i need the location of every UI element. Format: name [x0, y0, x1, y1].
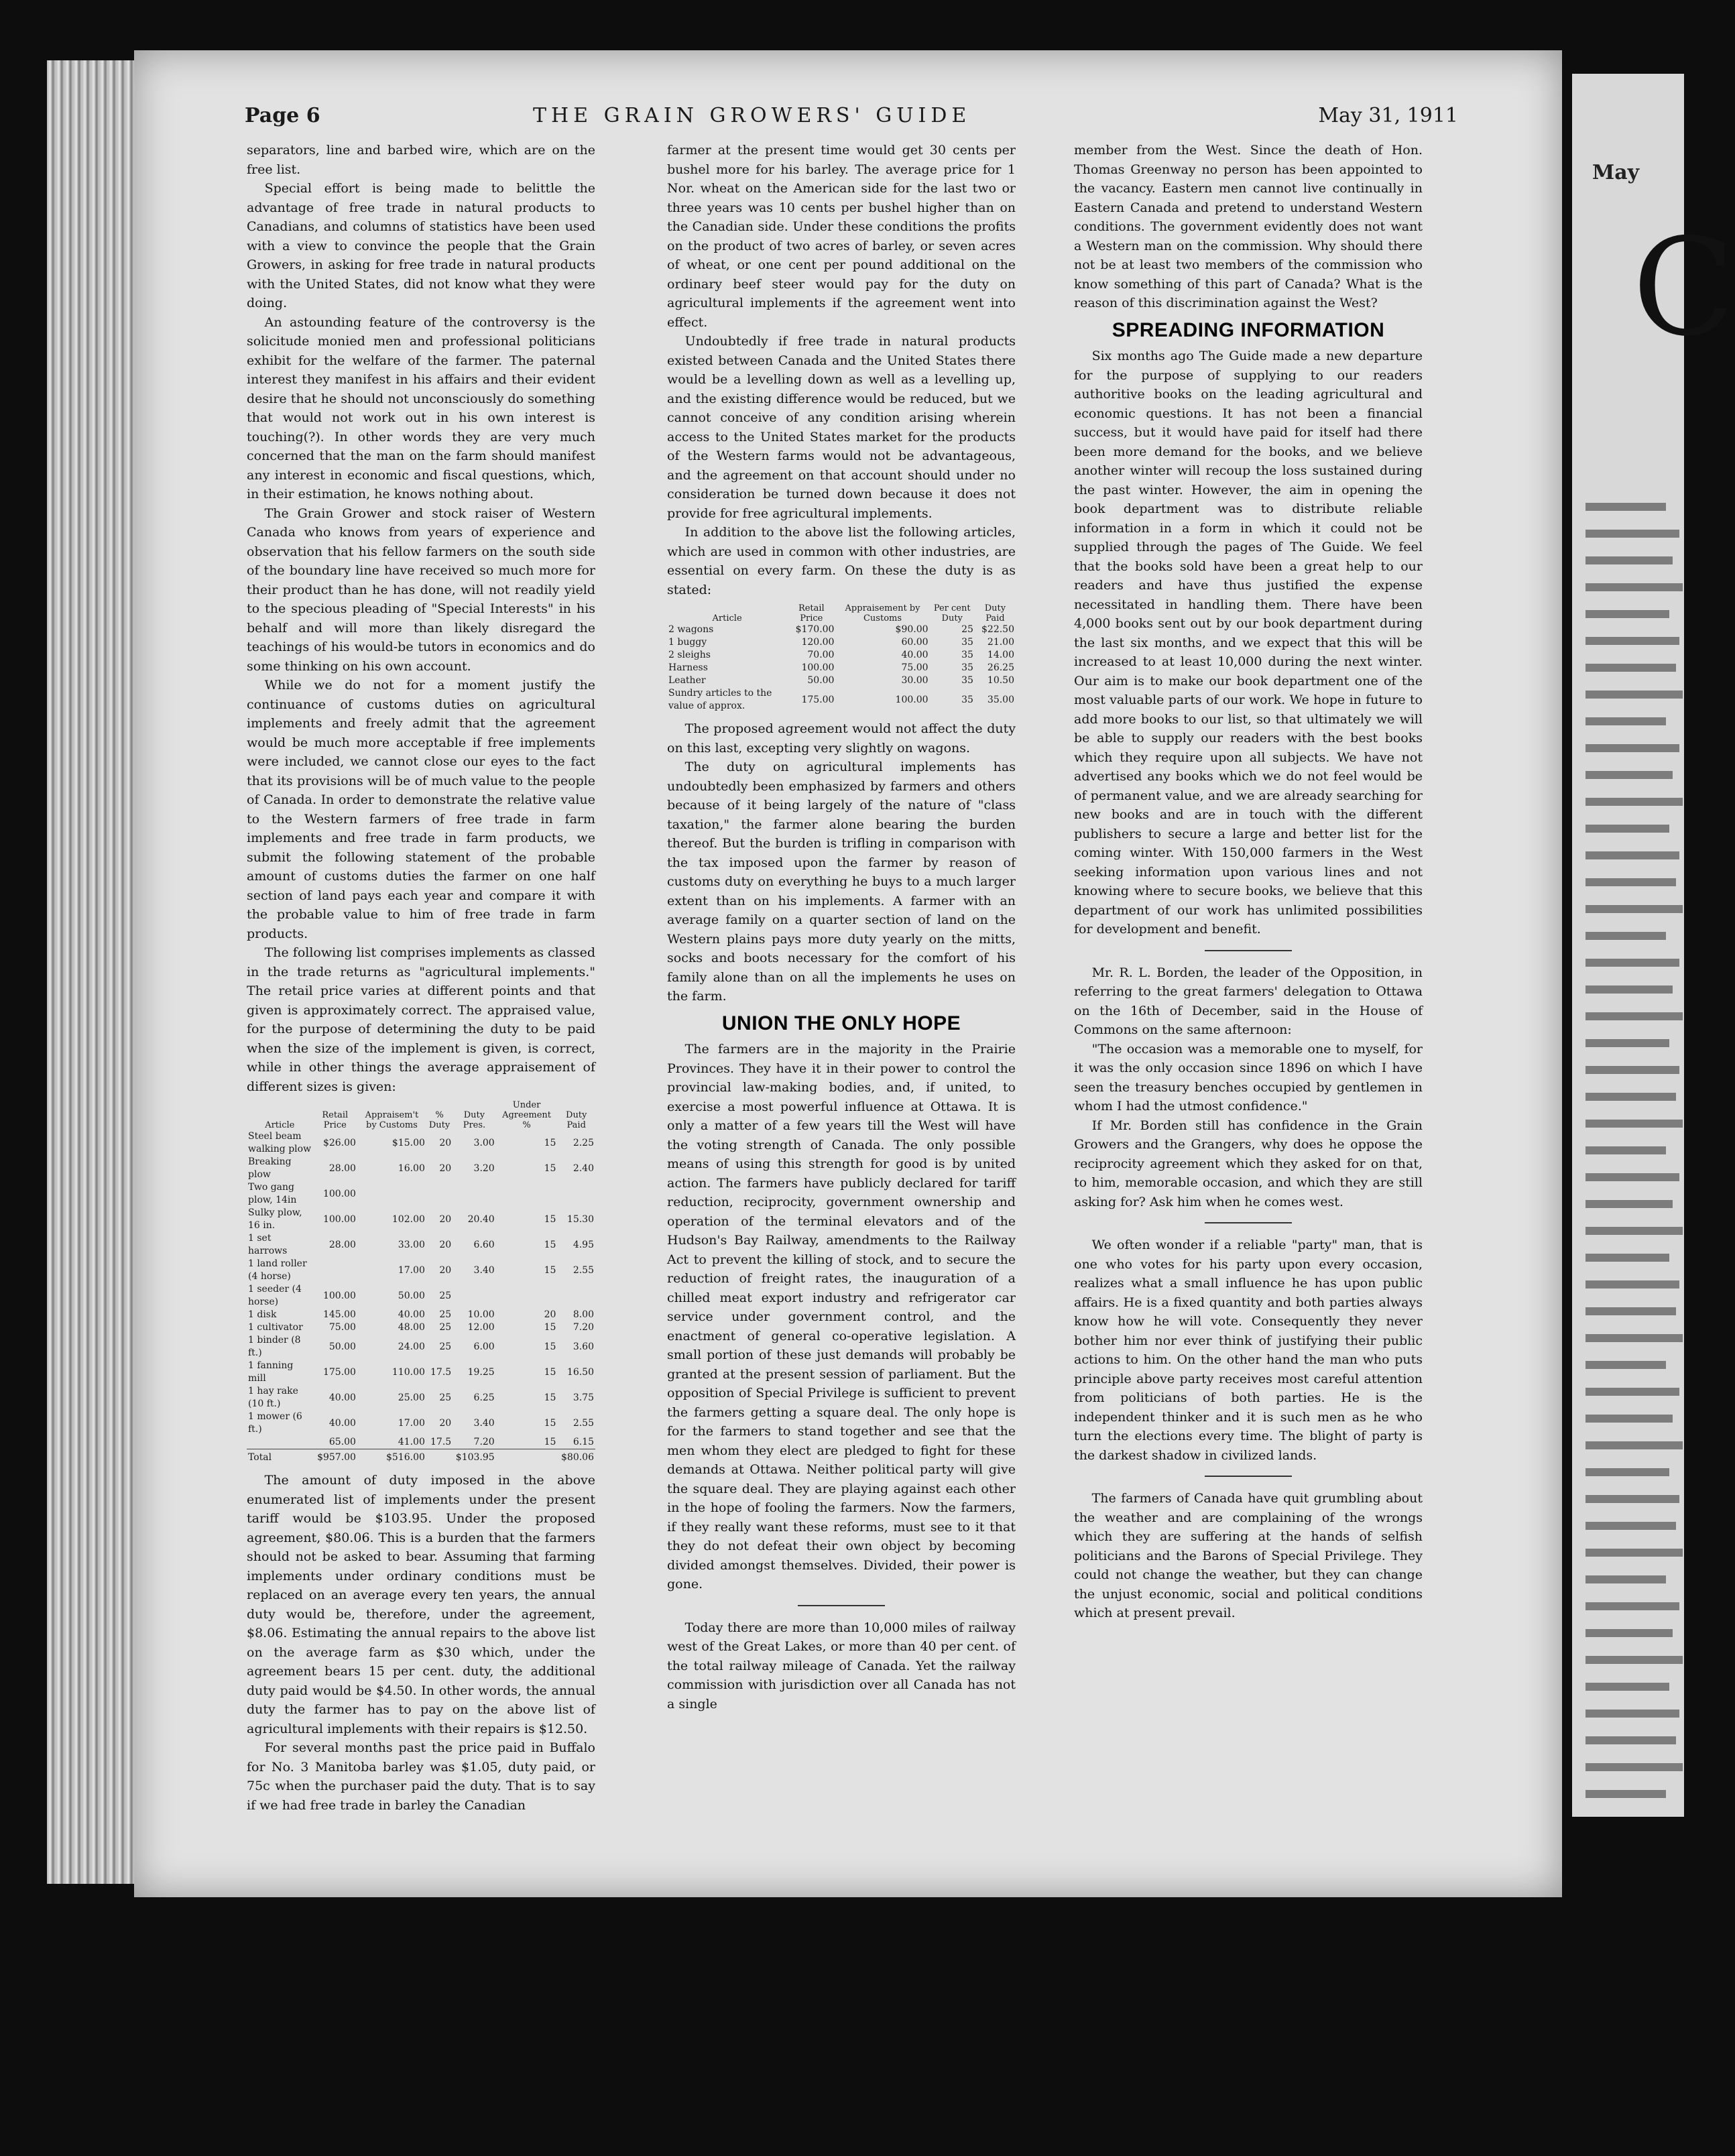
column-2: [667, 141, 1016, 1714]
table-header: Article: [712, 613, 742, 623]
table-row: Leather 50.00 30.00 35 10.50: [668, 675, 1014, 686]
page-edges: [47, 60, 147, 1884]
table-row: 1 buggy 120.00 60.00 35 21.00: [668, 637, 1014, 648]
paragraph: An astounding feature of the controversy is the solicitude monied men and professional politicians exhibit for the welfare of the farmer. The paternal interest they manifest in his affairs and their evident desire that he should not unconsciously do something that would not work out in his own interest is touching(?). In other words they are very much concerned that the man on the farm should manifest any interest in economic and fiscal questions, which, in their estimation, he knows nothing about.: [247, 314, 595, 501]
paragraph: The farmers are in the majority in the Prairie Provinces. They have it in their power to control the provincial law-making bodies, and, if united, to exercise a most powerful influence at Ottawa. It is only a matter of a few years till the West will have the voting strength of Canada. The only possible means of using this strength for good is by united action. The farmers have publicly declared for tariff reduction, reciprocity, government ownership and operation of the terminal elevators and of the Hudson's Bay Railway, amendments to the Railway Act to prevent the killing of stock, and to secure the reduction of freight rates, the inauguration of a chilled meat export industry and refrigerator car service under government control, and the enactment of general co-operative legislation. A small portion of these just demands will probably be granted at the present session of parliament. But the opposition of Special Privilege is sufficient to prevent the farmers getting a square deal. The only hope is for the farmers to stand together and see that the men whom they elect are pledged to fight for these demands at Ottawa. Neither political party will give the square deal. They are playing against each other in the hope of fooling the farmers. Now the farmers, if they really want these reforms, must see to it that they do not defeat their own object by becoming divided amongst themselves. Divided, their power is gone.: [667, 1042, 1016, 1592]
divider: [798, 1605, 885, 1606]
table-row: 1 seeder (4 horse) 100.00 50.00 25: [248, 1284, 452, 1307]
paragraph: If Mr. Borden still has confidence in the Grain Growers and the Grangers, why does he oppose the reciprocity agreement which they asked for on that, to him, memorable occasion, and which they are still asking for? Ask him when he comes west.: [1074, 1118, 1423, 1209]
table-header: Appraisement by Customs: [845, 603, 920, 623]
adjacent-page-initial: C: [1632, 210, 1735, 366]
paragraph: The proposed agreement would not affect the duty on this last, excepting very slightly on wagons.: [667, 721, 1016, 756]
table-row: Two gang plow, 14in 100.00: [248, 1182, 356, 1205]
paragraph: Today there are more than 10,000 miles of railway west of the Great Lakes, or more than 40 per cent. of the total railway mileage of Canada. Yet the railway commission with jurisdiction over all Canada has not a single: [667, 1620, 1016, 1712]
common-articles-duty-table: [667, 603, 1016, 713]
paragraph: While we do not for a moment justify the continuance of customs duties on agricultural implements and freely admit that the agreement would be much more acceptable if free implements were included, we cannot close our eyes to the fact that its provisions will be of much value to the people of Canada. In order to demonstrate the relative value to the Western farmers of free trade in farm implements and free trade in farm products, we submit the following statement of the probable amount of customs duties the farmer on one half section of land pays each year and compare it with the probable value to him of free trade in farm products.: [247, 678, 595, 941]
paragraph: The farmers of Canada have quit grumbling about the weather and are complaining of the wrongs which they are suffering at the hands of selfish politicians and the Barons of Special Privilege. They could not change the weather, but they can change the unjust economic, social and political conditions which at present prevail.: [1074, 1491, 1423, 1620]
editorial-heading-spreading-information: SPREADING INFORMATION: [1112, 318, 1385, 341]
paragraph: Mr. R. L. Borden, the leader of the Opposition, in referring to the great farmers' delegation to Ottawa on the 16th of December, said in the House of Commons on the same afternoon:: [1074, 965, 1423, 1037]
table-header: Duty Paid: [566, 1110, 587, 1130]
table-header: Duty Pres.: [463, 1110, 486, 1130]
table-row: Steel beam walking plow $26.00 $15.00 20 3.00 15 2.25: [248, 1131, 594, 1154]
table-row: Breaking plow 28.00 16.00 20 3.20 15 2.40: [248, 1156, 594, 1180]
table-row: 1 set harrows 28.00 33.00 20 6.60 15 4.95: [248, 1233, 594, 1256]
table-header: Per cent Duty: [933, 603, 971, 623]
divider: [1205, 950, 1292, 951]
table-row: 1 hay rake (10 ft.) 40.00 25.00 25 6.25 15 3.75: [248, 1386, 594, 1409]
table-row: Sundry articles to the value of approx. 175.00 100.00 35 35.00: [668, 688, 1014, 711]
column-3: [1074, 141, 1423, 1623]
table-row: 2 sleighs 70.00 40.00 35 14.00: [668, 650, 1014, 660]
paragraph: Six months ago The Guide made a new departure for the purpose of supplying to our readers authoritive books on the leading agricultural and economic questions. It has not been a financial success, but it would have paid for itself had there been more demand for the books, and we believe another winter will recoup the loss sustained during the past winter. However, the aim in opening the book department was to distribute reliable information in a form in which it could not be supplied through the pages of The Guide. We feel that the books sold have been a great help to our readers and have thus justified the expense necessitated in handling them. There have been 4,000 books sent out by our book department during the last six months, and we expect that this will be increased to at least 10,000 during the next winter. Our aim is to make our book department one of the most valuable parts of our work. We hope in future to add more books to our list, so that ultimately we will be able to supply our readers with the best books which they require upon all subjects. We have not advertised any books which we do not feel would be of permanent value, and we are already searching for new books and are in touch with the different publishers to secure a large and better list for the coming winter. With 150,000 farmers in the West seeking information upon various lines and not knowing where to secure books, we believe that this department of our work has unlimited possibilities for development and benefit.: [1074, 349, 1423, 937]
table-row: 65.00 41.00 17.5 7.20 15 6.15: [328, 1437, 594, 1447]
page-number: Page 6: [245, 104, 320, 127]
table-row: 1 cultivator 75.00 48.00 25 12.00 15 7.20: [248, 1322, 594, 1333]
table-row: 2 wagons $170.00 $90.00 25 $22.50: [668, 624, 1014, 635]
issue-date: May 31, 1911: [1318, 104, 1458, 127]
implements-duty-table: [247, 1100, 595, 1464]
table-header: Retail Price: [322, 1110, 349, 1130]
newspaper-page: [134, 50, 1562, 1897]
paragraph: We often wonder if a reliable "party" man, that is one who votes for his party upon every occasion, realizes what a small influence he has upon public affairs. He is a fixed quantity and both parties always know how he will vote. Consequently they never bother him nor ever think of justifying their public actions to him. On the other hand the man who puts principle above party receives most careful attention from politicians of both parties. He is the independent thinker and it is such men as he who turn the elections every time. The blight of party is the darkest shadow in civilized lands.: [1074, 1238, 1423, 1463]
table-header: Under Agreement %: [502, 1100, 552, 1130]
running-head: [245, 104, 1458, 137]
table-header: Article: [265, 1120, 295, 1130]
paragraph: Special effort is being made to belittle the advantage of free trade in natural products to Canadians, and columns of statistics have been used with a view to convince the people that the Grain Growers, in asking for free trade in natural products with the United States, did not know what they were doing.: [247, 181, 595, 310]
column-1: [247, 141, 595, 1815]
table-row: 1 mower (6 ft.) 40.00 17.00 20 3.40 15 2.55: [248, 1411, 594, 1435]
table-total-row: Total $957.00 $516.00 $103.95 $80.06: [247, 1449, 595, 1465]
paragraph: The following list comprises implements as classed in the trade returns as "agricultural implements." The retail price varies at different points and that given is approximately correct. The appraised value, for the purpose of determining the duty to be paid when the size of the implement is given, is correct, while in other things the average appraisement of different sizes is given:: [247, 945, 595, 1094]
adjacent-page: [1572, 74, 1735, 1817]
paragraph: member from the West. Since the death of Hon. Thomas Greenway no person has been appointed to the vacancy. Eastern men cannot live continually in Eastern Canada and pretend to understand Western conditions. The government evidently does not want a Western man on the commission. Why should there not be at least two members of the commission who know something of this part of Canada? What is the reason of this discrimination against the West?: [1074, 143, 1423, 310]
table-row: 1 fanning mill 175.00 110.00 17.5 19.25 15 16.50: [248, 1360, 594, 1384]
table-header: Duty Paid: [984, 603, 1006, 623]
adjacent-page-header: May: [1592, 161, 1640, 184]
masthead: THE GRAIN GROWERS' GUIDE: [533, 104, 971, 127]
paragraph: The duty on agricultural implements has undoubtedly been emphasized by farmers and others because of it being largely of the nature of "class taxation," the farmer alone bearing the burden thereof. But the burden is trifling in comparison with the tax imposed upon the farmer by reason of customs duty on everything he buys to a much larger extent than on his implements. A farmer with an average family on a quarter section of land on the Western plains pays more duty yearly on the mitts, socks and boots necessary for the comfort of his family alone than on all the implements he uses on the farm.: [667, 760, 1016, 1004]
paragraph: The Grain Grower and stock raiser of Western Canada who knows from years of experience and observation that his fellow farmers on the south side of the boundary line have received so much more for their product than he has done, will not readily yield to the specious pleading of "Special Interests" in his behalf and will more than likely disregard the teachings of his would-be tutors in economics and do some thinking on his own account.: [247, 505, 595, 674]
paragraph: farmer at the present time would get 30 cents per bushel more for his barley. The average price for 1 Nor. wheat on the American side for the last two or three years was 10 cents per bushel higher than on the Canadian side. Under these conditions the profits on the product of two acres of barley, or seven acres of wheat, or one cent per pound additional on the ordinary beef steer would pay for the duty on agricultural implements if the agreement went into effect.: [667, 143, 1016, 330]
divider: [1205, 1222, 1292, 1223]
paragraph: Undoubtedly if free trade in natural products existed between Canada and the United States there would be a levelling down as well as a levelling up, and the existing difference would be reduced, but we cannot conceive of any condition arising wherein access to the United States market for the products of the Western farms would not be advantageous, and the agreement on that account should under no consideration be turned down because it does not provide for free agricultural implements.: [667, 334, 1016, 521]
table-header: Retail Price: [798, 603, 825, 623]
paragraph: The amount of duty imposed in the above enumerated list of implements under the present tariff would be $103.95. Under the proposed agreement, $80.06. This is a burden that the farmers should not be asked to bear. Assuming that farming implements under ordinary conditions must be replaced on an average every ten years, the annual duty would be, therefore, under the agreement, $8.06. Estimating the annual repairs to the above list on the average farm as $30 which, under the agreement bears 15 per cent. duty, the additional duty paid would be $4.50. In other words, the annual duty the farmer has to pay on the above list of agricultural implements with their repairs is $12.50.: [247, 1473, 595, 1736]
quotation: "The occasion was a memorable one to myself, for it was the only occasion since 1896 on which I have seen the treasury benches occupied by gentlemen in whom I had the utmost confidence.": [1074, 1041, 1423, 1114]
paragraph: For several months past the price paid in Buffalo for No. 3 Manitoba barley was $1.05, duty paid, or 75c when the purchaser paid the duty. That is to say if we had free trade in barley the Canadian: [247, 1740, 595, 1813]
divider: [1205, 1476, 1292, 1477]
editorial-heading-union: UNION THE ONLY HOPE: [721, 1012, 961, 1034]
table-header: % Duty: [428, 1110, 451, 1130]
table-header: Appraisem't by Customs: [365, 1110, 419, 1130]
paragraph: separators, line and barbed wire, which are on the free list.: [247, 143, 595, 177]
table-row: 1 disk 145.00 40.00 25 10.00 20 8.00: [248, 1309, 594, 1320]
table-row: 1 binder (8 ft.) 50.00 24.00 25 6.00 15 3.60: [248, 1335, 594, 1358]
table-row: Sulky plow, 16 in. 100.00 102.00 20 20.40 15 15.30: [248, 1207, 594, 1231]
table-row: 1 land roller (4 horse) 17.00 20 3.40 15 2.55: [248, 1258, 594, 1282]
table-row: Harness 100.00 75.00 35 26.25: [668, 662, 1014, 673]
paragraph: In addition to the above list the following articles, which are used in common with other industries, are essential on every farm. On these the duty is as stated:: [667, 525, 1016, 597]
